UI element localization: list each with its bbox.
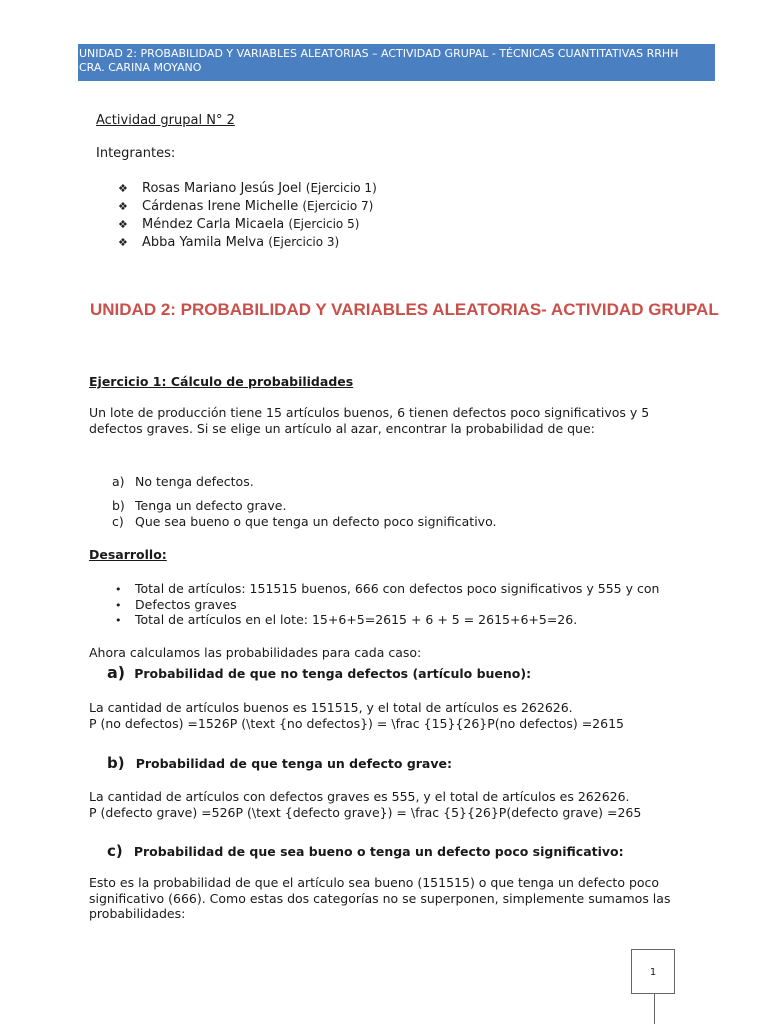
section-a-heading: a) Probabilidad de que no tenga defectos (artículo bueno): — [107, 663, 532, 682]
exercise-statement: Un lote de producción tiene 15 artículos buenos, 6 tienen defectos poco significativos y 5 defectos graves. Si se elige un artículo al azar, encontrar la probabilidad de que: — [89, 405, 650, 436]
diamond-bullet-icon: ❖ — [118, 236, 128, 249]
question-item: a) No tenga defectos. — [112, 474, 254, 489]
list-item: • Defectos graves — [115, 597, 237, 612]
question-item: b) Tenga un defecto grave. — [112, 498, 287, 513]
activity-title: Actividad grupal N° 2 — [96, 113, 235, 128]
development-intro: Ahora calculamos las probabilidades para cada caso: — [89, 645, 422, 660]
bullet-icon: • — [115, 599, 122, 612]
members-label: Integrantes: — [96, 146, 176, 161]
page-number: 1 — [631, 949, 675, 994]
header-line-1: UNIDAD 2: PROBABILIDAD Y VARIABLES ALEATORIAS – ACTIVIDAD GRUPAL - TÉCNICAS CUANTITATIVAS RRHH — [79, 47, 679, 60]
bullet-icon: • — [115, 583, 122, 596]
member-item: ❖ Cárdenas Irene Michelle (Ejercicio 7) — [118, 199, 374, 214]
member-item: ❖ Rosas Mariano Jesús Joel (Ejercicio 1) — [118, 181, 377, 196]
page-number-line — [654, 994, 655, 1024]
list-item: • Total de artículos en el lote: 15+6+5=2615 + 6 + 5 = 2615+6+5=26. — [115, 612, 578, 627]
member-item: ❖ Abba Yamila Melva (Ejercicio 3) — [118, 235, 340, 250]
development-title: Desarrollo: — [89, 547, 167, 562]
header-line-2: CRA. CARINA MOYANO — [79, 61, 202, 74]
diamond-bullet-icon: ❖ — [118, 182, 128, 195]
section-c-heading: c) Probabilidad de que sea bueno o tenga un defecto poco significativo: — [107, 842, 624, 860]
section-b-heading: b) Probabilidad de que tenga un defecto grave: — [107, 754, 452, 772]
list-item: • Total de artículos: 151515 buenos, 666 con defectos poco significativos y 555 y con — [115, 581, 660, 596]
diamond-bullet-icon: ❖ — [118, 200, 128, 213]
document-header — [78, 44, 715, 81]
exercise-title: Ejercicio 1: Cálculo de probabilidades — [89, 374, 354, 389]
question-item: c) Que sea bueno o que tenga un defecto poco significativo. — [112, 514, 497, 529]
section-b-body: La cantidad de artículos con defectos graves es 555, y el total de artículos es 262626. P (defecto grave) =526P (\text {defecto grave}) = \frac {5}{26}P(defecto grave) =265 — [89, 789, 642, 820]
main-title: UNIDAD 2: PROBABILIDAD Y VARIABLES ALEATORIAS- ACTIVIDAD GRUPAL — [90, 300, 719, 319]
diamond-bullet-icon: ❖ — [118, 218, 128, 231]
section-c-body: Esto es la probabilidad de que el artículo sea bueno (151515) o que tenga un defecto poco significativo (666). Como estas dos categorías no se superponen, simplemente sumamos las probabilidades: — [89, 875, 671, 921]
member-item: ❖ Méndez Carla Micaela (Ejercicio 5) — [118, 217, 360, 232]
bullet-icon: • — [115, 614, 122, 627]
section-a-body: La cantidad de artículos buenos es 151515, y el total de artículos es 262626. P (no defectos) =1526P (\text {no defectos}) = \frac {15}{26}P(no defectos) =2615 — [89, 700, 624, 731]
members-list — [118, 179, 377, 251]
